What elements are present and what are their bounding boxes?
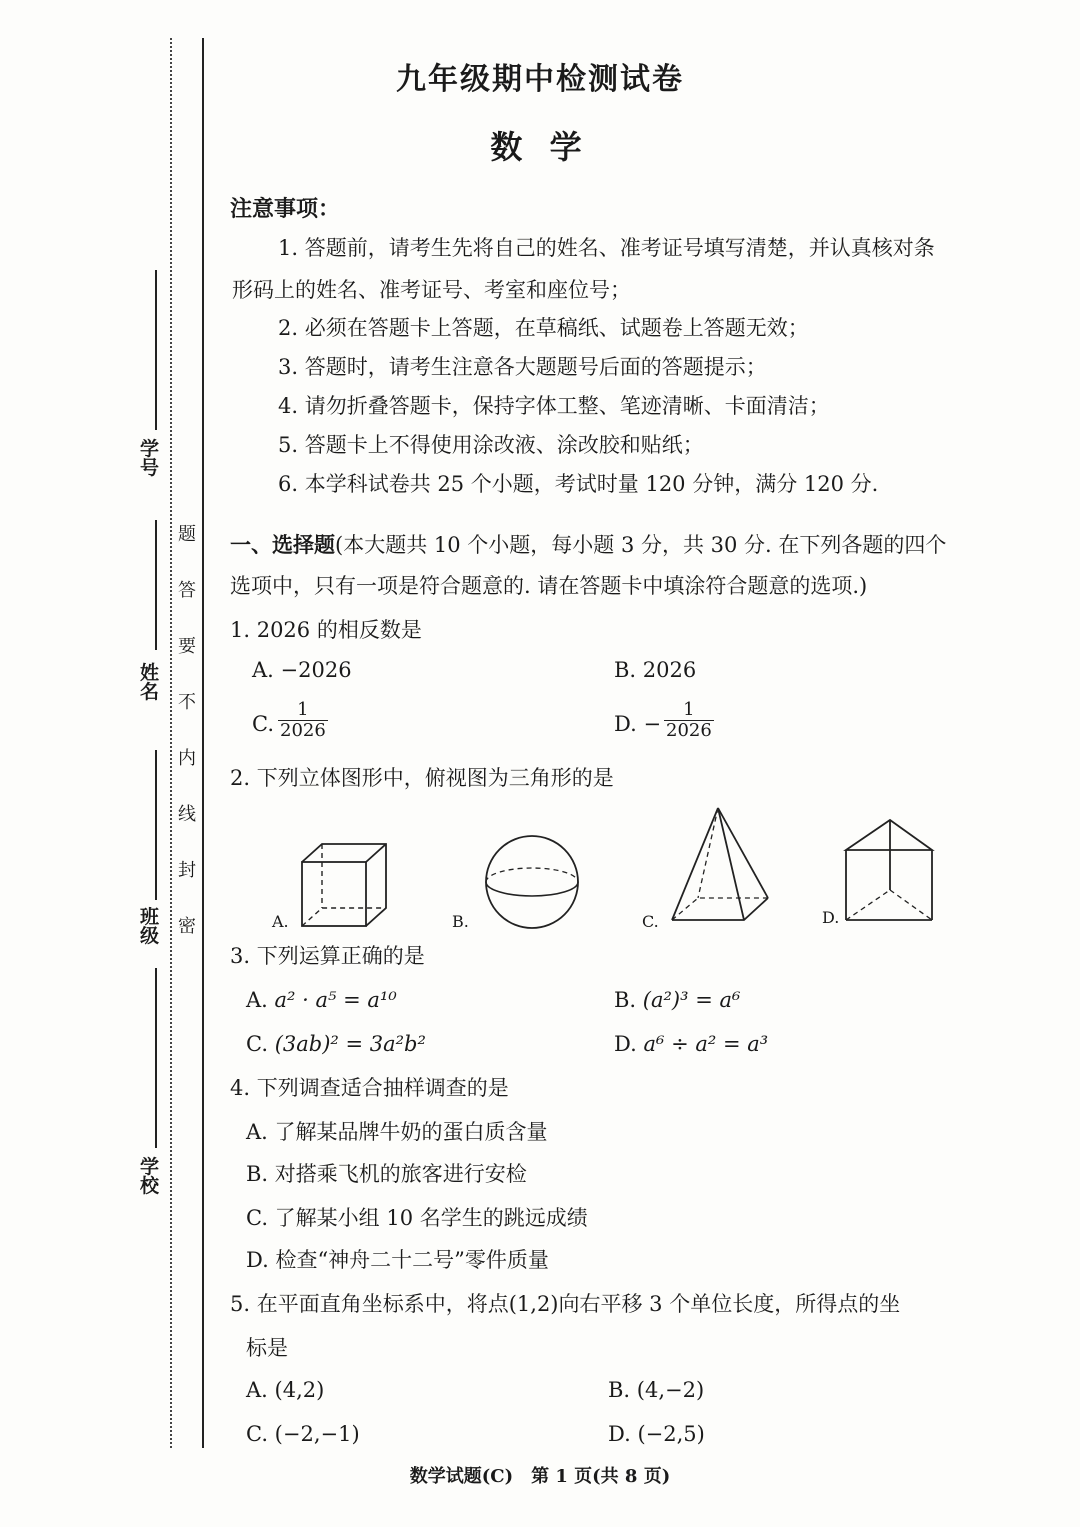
binding-solid-line — [202, 38, 204, 1448]
q1-option-c-label: C. — [252, 712, 274, 736]
q3-option-d: D. a⁶ ÷ a² = a³ — [614, 1032, 769, 1056]
notice-item: 4. 请勿折叠答题卡，保持字体工整、笔迹清晰、卡面清洁； — [278, 394, 830, 418]
notice-item: 形码上的姓名、准考证号、考室和座位号； — [232, 278, 631, 302]
q5-option-c: C. (−2,−1) — [246, 1422, 360, 1446]
name-line — [155, 520, 157, 650]
seal-char: 线 — [178, 804, 196, 825]
triangular-prism-icon — [844, 818, 936, 924]
q4-option-c: C. 了解某小组 10 名学生的跳远成绩 — [246, 1206, 588, 1230]
q3-option-c: C. (3ab)² = 3a²b² — [246, 1032, 426, 1056]
class-line — [155, 750, 157, 900]
seal-char: 封 — [178, 860, 196, 881]
q4-option-a: A. 了解某品牌牛奶的蛋白质含量 — [246, 1120, 548, 1144]
q5-option-a: A. (4,2) — [246, 1378, 325, 1402]
q2-label-c: C. — [642, 912, 659, 931]
seal-char: 要 — [178, 636, 196, 657]
name-label: 姓 名 — [140, 662, 160, 703]
binding-dotted-line — [170, 38, 172, 1448]
seal-char: 密 — [178, 916, 196, 937]
notice-item: 6. 本学科试卷共 25 个小题，考试时量 120 分钟，满分 120 分. — [278, 472, 879, 496]
q1-option-b: B. 2026 — [614, 658, 697, 682]
notice-item: 5. 答题卡上不得使用涂改液、涂改胶和贴纸； — [278, 433, 704, 457]
notice-heading: 注意事项： — [230, 196, 341, 222]
q5-stem: 5. 在平面直角坐标系中，将点(1,2)向右平移 3 个单位长度，所得点的坐 — [230, 1292, 901, 1316]
seal-char: 答 — [178, 580, 196, 601]
notice-item: 1. 答题前，请考生先将自己的姓名、准考证号填写清楚，并认真核对条 — [278, 236, 935, 260]
notice-item: 2. 必须在答题卡上答题，在草稿纸、试题卷上答题无效； — [278, 316, 809, 340]
q1-option-c-fraction: $\frac{1}{2026}$ — [280, 699, 326, 741]
q4-stem: 4. 下列调查适合抽样调查的是 — [230, 1076, 509, 1100]
q1-option-d-fraction: $\frac{1}{2026}$ — [666, 699, 712, 741]
class-label: 班 级 — [140, 906, 160, 947]
q2-label-a: A. — [272, 912, 289, 931]
q1-option-a: A. −2026 — [252, 658, 352, 682]
q3-option-a: A. a² · a⁵ = a¹⁰ — [246, 988, 397, 1012]
seal-char: 内 — [178, 748, 196, 769]
seal-char: 不 — [178, 692, 196, 713]
section-heading: 一、选择题(本大题共 10 个小题，每小题 3 分，共 30 分. 在下列各题的四个 — [230, 532, 947, 557]
page-footer: 数学试题(C) 第 1 页(共 8 页) — [409, 1466, 671, 1487]
sphere-icon — [484, 834, 580, 930]
subject-title: 数 学 — [490, 128, 590, 166]
notice-item: 3. 答题时，请考生注意各大题题号后面的答题提示； — [278, 355, 767, 379]
q5-option-b: B. (4,−2) — [608, 1378, 705, 1402]
q5-option-d: D. (−2,5) — [608, 1422, 705, 1446]
cube-icon — [300, 842, 390, 932]
q4-option-b: B. 对搭乘飞机的旅客进行安检 — [246, 1162, 527, 1186]
q1-stem: 1. 2026 的相反数是 — [230, 618, 422, 642]
q3-stem: 3. 下列运算正确的是 — [230, 944, 425, 968]
exam-title: 九年级期中检测试卷 — [396, 62, 684, 97]
school-label: 学 校 — [140, 1156, 160, 1197]
student-id-label: 学 号 — [140, 438, 160, 479]
q5-stem-cont: 标是 — [246, 1336, 288, 1360]
school-line — [155, 968, 157, 1148]
q2-label-b: B. — [452, 912, 469, 931]
pyramid-icon — [668, 806, 772, 926]
section-instructions: 选项中，只有一项是符合题意的. 请在答题卡中填涂符合题意的选项.) — [230, 574, 868, 598]
student-id-line — [155, 270, 157, 430]
q1-option-d-label: D. − — [614, 712, 662, 736]
seal-char: 题 — [178, 524, 196, 545]
q2-label-d: D. — [822, 908, 840, 927]
q3-option-b: B. (a²)³ = a⁶ — [614, 988, 741, 1012]
q2-stem: 2. 下列立体图形中，俯视图为三角形的是 — [230, 766, 614, 790]
q4-option-d: D. 检查“神舟二十二号”零件质量 — [246, 1248, 549, 1272]
